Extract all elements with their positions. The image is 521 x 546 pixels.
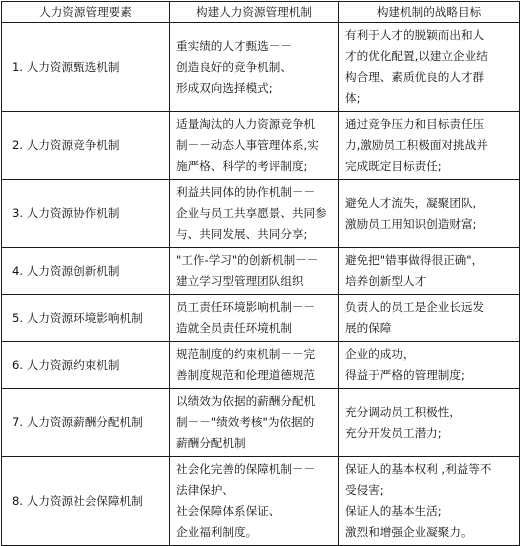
mechanism-line: 制－－动态人事管理体系,实 <box>176 138 319 152</box>
goal-line: 激励员工用知识创造财富; <box>345 216 477 231</box>
goal-line: 才的优化配置,以建立企业结 <box>345 49 488 63</box>
goal-cell <box>339 112 520 180</box>
mechanism-line: 以绩效为依据的薪酬分配机 <box>176 394 316 408</box>
mechanism-line: 创造良好的竞争机制、 <box>176 59 292 74</box>
goal-line: 培养创新型人才 <box>345 274 427 288</box>
goal-line: 得益于严格的管理制度; <box>345 368 465 382</box>
table-row <box>2 342 520 389</box>
goal-line: 通过竞争压力和目标责任压 <box>345 117 485 131</box>
goal-line: 有利于人才的脱颖而出和人 <box>345 28 485 42</box>
mechanism-line: 与、共同发展、共同分享; <box>176 227 308 241</box>
table-row <box>2 23 520 112</box>
goal-cell <box>339 180 520 248</box>
mechanism-line: 形成双向选择模式; <box>176 80 273 95</box>
goal-cell <box>339 342 520 389</box>
mechanism-cell <box>170 248 339 295</box>
header-mechanism: 构建人力资源管理机制 <box>170 2 339 23</box>
mechanism-line: 企业与员工共享愿景、共同参 <box>176 206 327 220</box>
mechanism-cell <box>170 295 339 342</box>
mechanism-line: 施严格、科学的考评制度; <box>176 159 308 173</box>
goal-cell <box>339 23 520 112</box>
goal-cell <box>339 457 520 546</box>
table-body <box>2 23 520 546</box>
mechanism-line: 建立学习型管理团队组织 <box>176 274 304 288</box>
mechanism-cell <box>170 457 339 546</box>
table-row <box>2 295 520 342</box>
goal-cell <box>339 248 520 295</box>
table-header <box>2 2 520 23</box>
element-cell: 7. 人力资源薪酬分配机制 <box>2 389 170 457</box>
header-goal: 构建机制的战略目标 <box>339 2 520 23</box>
goal-line: 展的保障 <box>345 321 392 335</box>
goal-line: 保证人的基本权利 ,利益等不 <box>345 462 492 476</box>
table-row <box>2 389 520 457</box>
mechanism-line: 规范制度的约束机制－－完 <box>176 347 316 361</box>
mechanism-line: 员工责任环境影响机制－－ <box>176 300 316 314</box>
header-element: 人力资源管理要素 <box>2 2 170 23</box>
mechanism-line: 法律保护、 <box>176 483 234 497</box>
goal-line: 完成既定目标责任; <box>345 159 442 173</box>
goal-line: 充分调动员工积极性， <box>345 404 461 419</box>
goal-line: 负责人的员工是企业长远发 <box>345 300 485 314</box>
element-cell: 8. 人力资源社会保障机制 <box>2 457 170 546</box>
hr-mechanism-table <box>1 1 520 546</box>
mechanism-line: 薪酬分配机制 <box>176 436 246 450</box>
goal-line: 力,激励员工积极面对挑战并 <box>345 138 488 152</box>
header-row <box>2 2 520 23</box>
mechanism-line: 社会化完善的保障机制－－ <box>176 462 316 476</box>
table-row <box>2 248 520 295</box>
goal-line: 激烈和增强企业凝聚力。 <box>345 525 473 539</box>
mechanism-line: 重实绩的人才甄选－－ <box>176 38 292 53</box>
goal-cell <box>339 389 520 457</box>
mechanism-cell <box>170 342 339 389</box>
goal-line: 构合理、素质优良的人才群 <box>345 70 485 84</box>
table-row <box>2 457 520 546</box>
goal-line: 保证人的基本生活; <box>345 504 442 518</box>
mechanism-cell <box>170 112 339 180</box>
mechanism-line: 善制度规范和伦理道德规范 <box>176 368 316 382</box>
mechanism-line: 制－－"绩效考核"为依据的 <box>176 415 315 429</box>
goal-line: 体; <box>345 91 361 105</box>
goal-line: 受侵害; <box>345 483 384 497</box>
element-cell: 1. 人力资源甄选机制 <box>2 23 170 112</box>
mechanism-line: 利益共同体的协作机制－－ <box>176 185 316 199</box>
element-cell: 6. 人力资源约束机制 <box>2 342 170 389</box>
mechanism-cell <box>170 389 339 457</box>
element-cell: 4. 人力资源创新机制 <box>2 248 170 295</box>
goal-cell <box>339 295 520 342</box>
element-cell: 3. 人力资源协作机制 <box>2 180 170 248</box>
mechanism-line: 适量淘汰的人力资源竞争机 <box>176 117 316 131</box>
goal-line: 避免把"错事做得很正确"， <box>345 253 484 267</box>
mechanism-line: 造就全员责任环境机制 <box>176 321 292 335</box>
table-row <box>2 180 520 248</box>
mechanism-cell <box>170 180 339 248</box>
goal-line: 企业的成功， <box>345 347 415 361</box>
element-cell: 5. 人力资源环境影响机制 <box>2 295 170 342</box>
mechanism-line: "工作-学习"的创新机制－－ <box>176 253 319 267</box>
mechanism-line: 企业福利制度。 <box>176 525 258 539</box>
goal-line: 充分开发员工潜力; <box>345 425 442 440</box>
table-row <box>2 112 520 180</box>
element-cell: 2. 人力资源竞争机制 <box>2 112 170 180</box>
mechanism-cell <box>170 23 339 112</box>
goal-line: 避免人才流失，凝聚团队, <box>345 195 477 210</box>
mechanism-line: 社会保障体系保证、 <box>176 504 281 518</box>
